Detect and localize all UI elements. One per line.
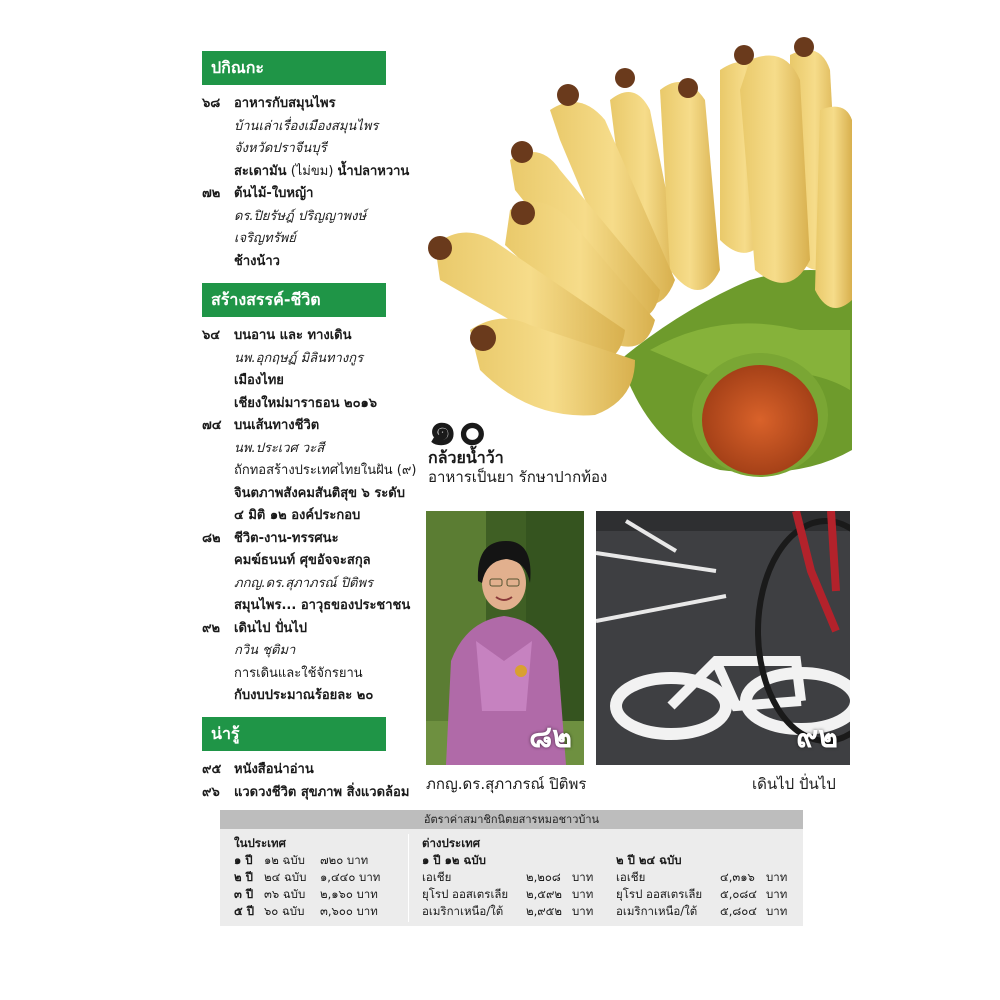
toc-entry-text (234, 325, 352, 348)
toc-page-number: ๙๖ (202, 784, 220, 800)
toc-entry (202, 93, 412, 116)
section-header-creative-life: สร้างสรรค์-ชีวิต (202, 283, 386, 317)
foreign-1yr-label: ๑ ปี ๑๒ ฉบับ (422, 853, 486, 867)
toc-entry (202, 573, 412, 596)
domestic-label: ในประเทศ (234, 836, 286, 850)
toc-entry (202, 595, 412, 618)
toc-entry-text (234, 640, 295, 663)
toc-entry (202, 251, 412, 274)
feature-page-number: ๑๐ (428, 401, 488, 455)
toc-entry-main: บนอาน และ ทางเดิน (234, 328, 352, 343)
toc-entry (202, 438, 412, 461)
rates-heading: อัตราค่าสมาชิกนิตยสารหมอชาวบ้าน (220, 810, 803, 829)
bike-lane-caption: เดินไป ปั่นไป (752, 775, 836, 793)
toc-entry-main: สมุนไพร... อาวุธของประชาชน (234, 598, 411, 613)
toc-entry-text (234, 228, 296, 251)
domestic-rate-issues: ๒๔ ฉบับ (264, 870, 307, 884)
toc-entry-text (234, 685, 373, 708)
toc-entry-main: ต้นไม้-ใบหญ้า (234, 186, 314, 201)
toc-entry-text (234, 206, 366, 229)
foreign-rate-price: ๕,๐๘๔ (720, 887, 757, 901)
toc-entry-text (234, 595, 410, 618)
toc-entry-main: ภกญ.ดร.สุภาภรณ์ ปิติพร (234, 575, 374, 591)
foreign-rate-unit: บาท (766, 870, 788, 884)
toc-entry-text (234, 415, 319, 438)
foreign-label: ต่างประเทศ (422, 836, 481, 850)
toc-entry (202, 138, 412, 161)
toc-entry-main: กับงบประมาณร้อยละ ๒๐ (234, 688, 374, 703)
rates-divider (408, 834, 409, 922)
domestic-rate-price: ๒,๑๖๐ บาท (320, 887, 378, 901)
toc-entry (202, 393, 412, 416)
toc-entry (202, 370, 412, 393)
toc-entry-main: จังหวัดปราจีนบุรี (234, 141, 327, 156)
toc-entry (202, 228, 412, 251)
toc-entry-text (234, 348, 363, 371)
toc-entry-main: กวิน ชุติมา (234, 643, 296, 658)
toc-entry-text (234, 438, 324, 461)
foreign-rate-region: เอเชีย (422, 870, 452, 884)
toc-entry-text (234, 550, 371, 573)
toc-entry (202, 483, 412, 506)
toc-entry-note: (ไม่ขม) (286, 163, 338, 179)
foreign-rate-unit: บาท (766, 904, 788, 918)
toc-entry-main: นพ.อุกฤษฏ์ มิลินทางกูร (234, 350, 364, 366)
toc-entry-text (234, 251, 280, 274)
toc-entry (202, 528, 412, 551)
feature-subtitle: อาหารเป็นยา รักษาปากท้อง (428, 468, 608, 486)
toc-entry-main: การเดินและใช้จักรยาน (234, 665, 363, 681)
toc-entry-text (234, 138, 327, 161)
toc-entry-main: อาหารกับสมุนไพร (234, 96, 336, 111)
toc-entry (202, 161, 412, 184)
toc-entry-tail: น้ำปลาหวาน (337, 163, 410, 179)
domestic-rate-issues: ๑๒ ฉบับ (264, 853, 305, 867)
toc-entry-text (234, 483, 405, 506)
subscription-rates-box (220, 810, 803, 926)
toc-entry-main: ๔ มิติ ๑๒ องค์ประกอบ (234, 508, 361, 523)
toc-entry-text (234, 505, 360, 528)
bike-lane-photo (596, 511, 850, 765)
toc-entry-main: ถักทอสร้างประเทศไทยในฝัน (๙) (234, 463, 417, 478)
toc-entry (202, 685, 412, 708)
toc-list-misc (202, 93, 412, 273)
foreign-rate-region: เอเชีย (616, 870, 646, 884)
toc-entry-main: จินตภาพสังคมสันติสุข ๖ ระดับ (234, 485, 405, 501)
foreign-rate-unit: บาท (572, 904, 594, 918)
toc-entry-main: ช้างน้าว (234, 253, 280, 269)
foreign-rate-region: อเมริกาเหนือ/ใต้ (616, 904, 698, 918)
domestic-rate-years: ๕ ปี (234, 904, 255, 918)
toc-entry-text (234, 183, 313, 206)
portrait-photo (426, 511, 584, 765)
toc-page-number: ๗๒ (202, 186, 221, 201)
toc-entry-text (234, 393, 377, 416)
toc-entry (202, 550, 412, 573)
toc-entry-text (234, 460, 416, 483)
toc-page-number: ๖๔ (202, 328, 221, 343)
foreign-rate-unit: บาท (572, 870, 594, 884)
toc-entry-text (234, 93, 336, 116)
toc-entry (202, 460, 417, 483)
toc-entry-main: เดินไป ปั่นไป (234, 620, 308, 636)
domestic-rate-years: ๒ ปี (234, 870, 253, 884)
foreign-rate-price: ๕,๘๐๔ (720, 904, 757, 918)
toc-entry-text (234, 116, 378, 139)
feature-title: กล้วยน้ำว้า (428, 448, 504, 467)
toc-page-number: ๘๒ (202, 530, 221, 546)
toc-entry (202, 618, 412, 641)
toc-entry (202, 640, 412, 663)
toc-entry-main: ดร.ปิยรัษฎ์ ปริญญาพงษ์ (234, 208, 367, 224)
toc-entry-main: เจริญทรัพย์ (234, 231, 296, 246)
photo-page-number-2: ๙๒ (796, 720, 838, 755)
toc-entry (202, 415, 412, 438)
toc-entry (202, 782, 412, 805)
domestic-rate-years: ๑ ปี (234, 853, 253, 867)
toc-entry-main: แวดวงชีวิต สุขภาพ สิ่งแวดล้อม (234, 784, 410, 800)
toc-list-creative-life (202, 325, 417, 708)
foreign-rate-price: ๒,๙๕๒ (526, 904, 562, 918)
toc-entry (202, 183, 412, 206)
domestic-rate-price: ๑,๔๔๐ บาท (320, 870, 381, 884)
foreign-2yr-label: ๒ ปี ๒๔ ฉบับ (616, 853, 682, 867)
toc-page-number: ๙๒ (202, 620, 221, 636)
foreign-rate-unit: บาท (572, 887, 594, 901)
toc-entry (202, 759, 412, 782)
photo-page-number-1: ๘๒ (529, 720, 572, 755)
foreign-rate-price: ๒,๕๙๒ (526, 887, 562, 901)
toc-entry (202, 663, 412, 686)
toc-entry (202, 116, 412, 139)
domestic-rate-issues: ๓๖ ฉบับ (264, 887, 306, 901)
domestic-rate-issues: ๖๐ ฉบับ (264, 904, 305, 918)
toc-page-number: ๙๕ (202, 762, 222, 777)
toc-entry-text (234, 663, 363, 686)
section-header-good-to-know: น่ารู้ (202, 717, 386, 751)
toc-entry-main: ชีวิต-งาน-ทรรศนะ (234, 530, 339, 546)
foreign-rate-unit: บาท (766, 887, 788, 901)
toc-page-number: ๗๔ (202, 418, 222, 433)
toc-entry (202, 348, 412, 371)
foreign-rate-price: ๒,๒๐๘ (526, 870, 561, 884)
toc-entry-main: เมืองไทย (234, 373, 284, 388)
toc-page-number: ๖๘ (202, 96, 221, 111)
toc-entry-text (234, 618, 307, 641)
toc-entry-text (234, 759, 314, 782)
toc-entry-main: นพ.ประเวศ วะสี (234, 440, 325, 456)
foreign-rate-region: อเมริกาเหนือ/ใต้ (422, 904, 504, 918)
toc-entry-text (234, 782, 409, 805)
domestic-rate-price: ๗๒๐ บาท (320, 853, 369, 867)
foreign-rate-price: ๔,๓๑๖ (720, 870, 755, 884)
foreign-rate-region: ยุโรป ออสเตรเลีย (422, 887, 509, 901)
toc-entry-text (234, 573, 373, 596)
toc-entry (202, 325, 412, 348)
foreign-rate-region: ยุโรป ออสเตรเลีย (616, 887, 703, 901)
toc-entry-main: สะเดามัน (234, 163, 287, 179)
toc-entry-main: คมฆ์ธนนท์ ศุขอัจจะสกุล (234, 553, 371, 568)
domestic-rate-price: ๓,๖๐๐ บาท (320, 904, 378, 918)
toc-entry-text (234, 370, 284, 393)
section-header-misc: ปกิณกะ (202, 51, 386, 85)
toc-entry (202, 505, 412, 528)
toc-entry (202, 206, 412, 229)
portrait-caption: ภกญ.ดร.สุภาภรณ์ ปิติพร (426, 775, 587, 793)
domestic-rate-years: ๓ ปี (234, 887, 254, 901)
toc-list-good-to-know (202, 759, 412, 804)
toc-entry-main: เชียงใหม่มาราธอน ๒๐๑๖ (234, 395, 378, 411)
toc-entry-main: หนังสือน่าอ่าน (234, 762, 314, 777)
toc-entry-text (234, 528, 339, 551)
toc-entry-text (234, 161, 409, 184)
toc-entry-main: บ้านเล่าเรื่องเมืองสมุนไพร (234, 118, 379, 134)
toc-entry-main: บนเส้นทางชีวิต (234, 418, 320, 433)
